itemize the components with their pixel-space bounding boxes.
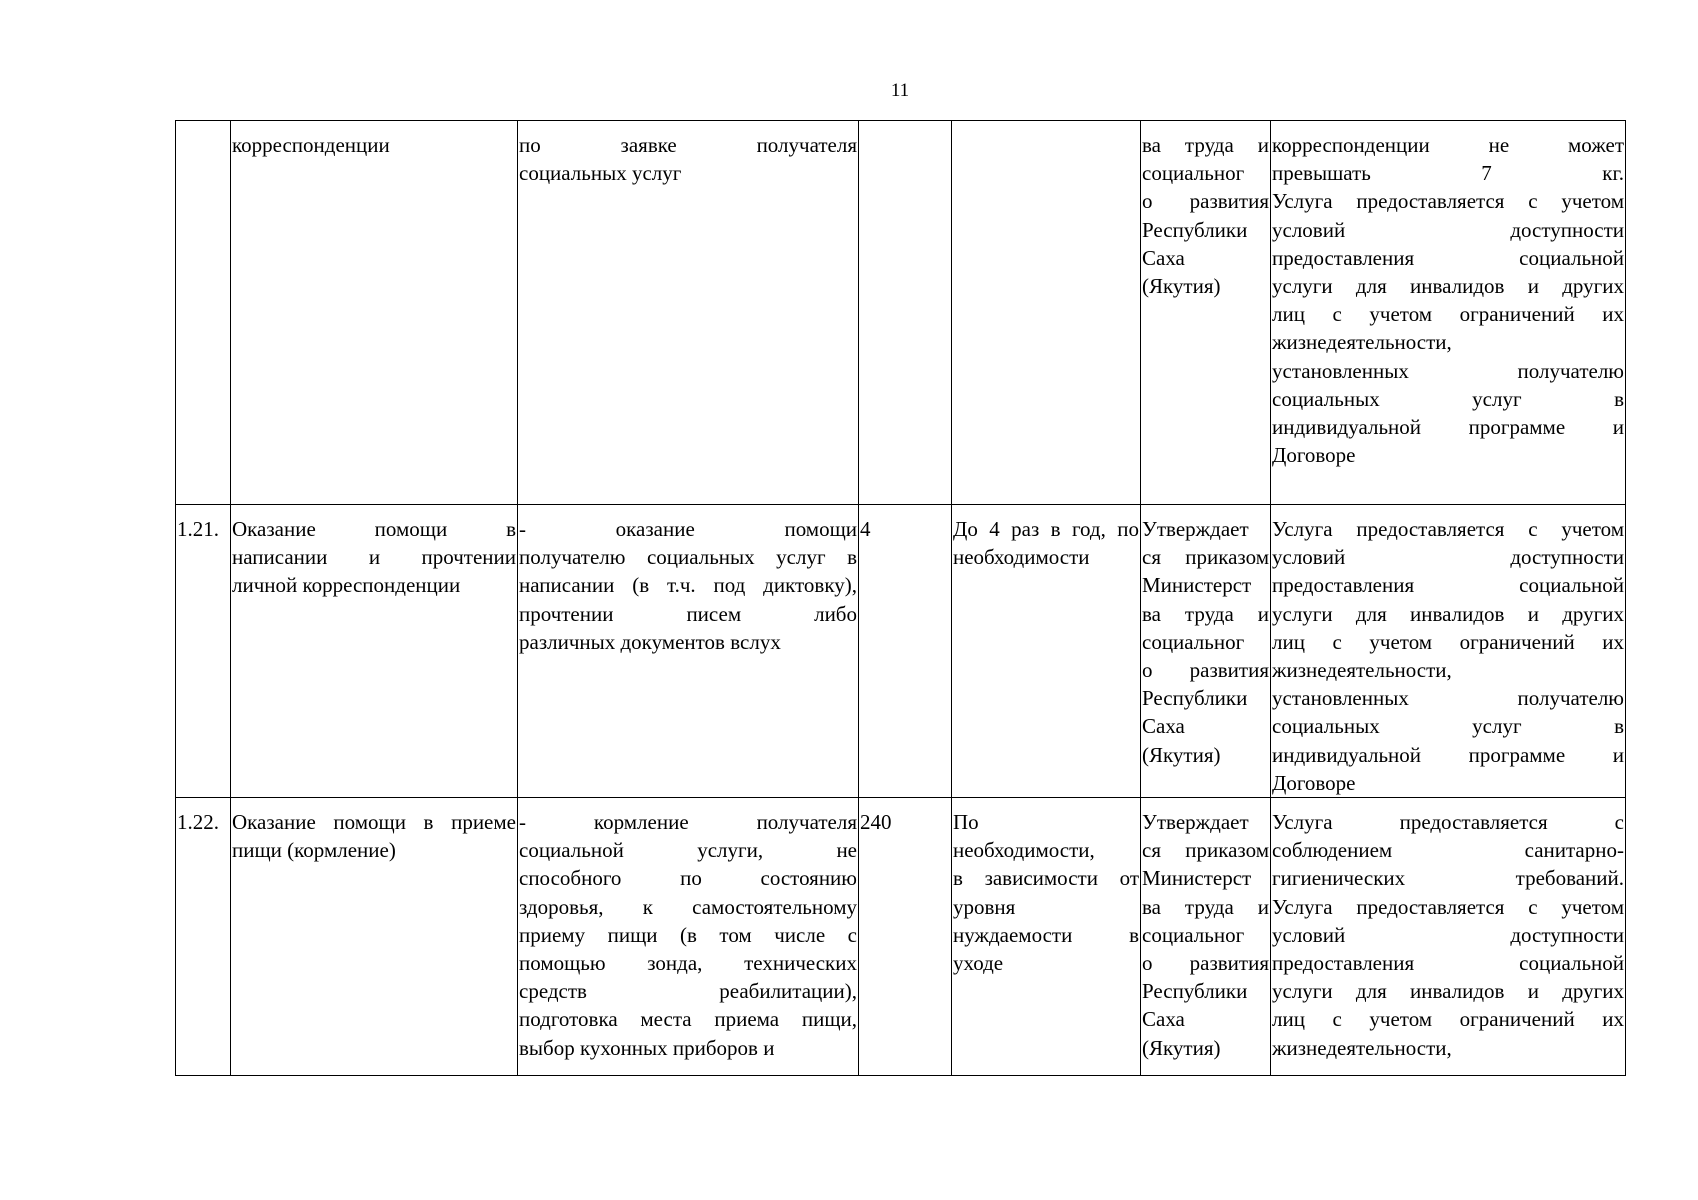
conditions-cell [1271,121,1626,505]
cell-text-line: социальног [1142,922,1245,947]
cell-text-line: лиц с учетом ограничений их [1272,1007,1624,1032]
cell-text: 240 [860,810,892,835]
cell-text-line: подготовка места приема пищи, [519,1007,857,1032]
page-number: 11 [890,80,910,101]
table-row [176,505,1626,798]
cell-text-line: прочтении писем либо [519,601,857,626]
cell-text-line: установленных получателю [1272,358,1624,383]
cell-text-line: получателю социальных услуг в [519,545,857,570]
cell-text: 1.21. [177,517,219,541]
cell-text-line: - оказание помощи [519,517,857,541]
cell-text-line: соблюдением санитарно- [1272,838,1624,863]
approval-cell [1141,505,1271,798]
cell-text-line: написании и прочтении [232,545,516,570]
cell-text: 4 [860,517,871,541]
cell-text-line: По [953,810,979,835]
cell-text-line: уровня [953,894,1016,919]
cell-text-line: ва труда и [1142,894,1269,919]
service-name-cell [231,798,518,1076]
cell-text-line: о развития [1142,189,1269,214]
cell-text-line: жизнедеятельности, [1272,1035,1452,1060]
cell-text-line: ся приказом [1142,838,1269,863]
service-cost-cell [859,505,952,798]
cell-text-line: лиц с учетом ограничений их [1272,629,1624,654]
cell-text: 1.22. [177,810,219,835]
cell-text-line: социальног [1142,629,1245,654]
cell-text-line: о развития [1142,658,1269,683]
cell-text-line: корреспонденции [232,133,390,157]
cell-text-line: Услуга предоставляется с [1272,810,1624,835]
cell-text-line: установленных получателю [1272,686,1624,711]
cell-text-line: превышать 7 кг. [1272,161,1624,186]
cell-text-line: Республики [1142,217,1248,242]
cell-text-line: личной корреспонденции [232,573,461,598]
cell-text-line: социальных услуг [519,161,682,186]
cell-text-line: Услуга предоставляется с учетом [1272,517,1624,541]
service-content-cell [518,121,859,505]
service-cost-cell [859,798,952,1076]
cell-text-line: необходимости, [953,838,1095,863]
cell-text-line: Саха [1142,1007,1185,1032]
cell-text-line: предоставления социальной [1272,951,1624,976]
row-number-cell [176,121,231,505]
cell-text-line: ва труда и [1142,133,1269,157]
cell-text-line: жизнедеятельности, [1272,330,1452,355]
frequency-cell [952,798,1141,1076]
cell-text-line: написании (в т.ч. под диктовку), [519,573,857,598]
cell-text-line: лиц с учетом ограничений их [1272,302,1624,327]
cell-text-line: условий доступности [1272,922,1624,947]
frequency-cell [952,121,1141,505]
cell-text-line: условий доступности [1272,217,1624,242]
cell-text-line: Республики [1142,979,1248,1004]
conditions-cell [1271,798,1626,1076]
cell-text-line: необходимости [953,545,1090,570]
cell-text-line: Оказание помощи в [232,517,516,541]
cell-text-line: предоставления социальной [1272,573,1624,598]
cell-text-line: корреспонденции не может [1272,133,1624,157]
row-number-cell [176,798,231,1076]
cell-text-line: индивидуальной программе и [1272,742,1624,767]
cell-text-line: услуги для инвалидов и других [1272,979,1624,1004]
cell-text-line: (Якутия) [1142,742,1221,767]
cell-text-line: Саха [1142,714,1185,739]
table-row [176,798,1626,1076]
table-row [176,121,1626,505]
cell-text-line: индивидуальной программе и [1272,415,1624,440]
cell-text-line: социальног [1142,161,1245,186]
cell-text-line: в зависимости от [953,866,1139,891]
cell-text-line: Договоре [1272,770,1356,795]
cell-text-line: социальной услуги, не [519,838,857,863]
services-table [175,120,1626,1076]
cell-text-line: Министерст [1142,573,1252,598]
cell-text-line: по заявке получателя [519,133,857,157]
cell-text-line: выбор кухонных приборов и [519,1035,775,1060]
cell-text-line: нуждаемости в [953,922,1139,947]
cell-text-line: Утверждает [1142,810,1249,835]
service-content-cell [518,798,859,1076]
cell-text-line: ва труда и [1142,601,1269,626]
service-content-cell [518,505,859,798]
cell-text-line: Саха [1142,245,1185,270]
cell-text-line: ся приказом [1142,545,1269,570]
cell-text-line: приему пищи (в том числе с [519,922,857,947]
cell-text-line: помощью зонда, технических [519,951,857,976]
cell-text-line: здоровья, к самостоятельному [519,894,857,919]
cell-text-line: условий доступности [1272,545,1624,570]
cell-text-line: предоставления социальной [1272,245,1624,270]
service-name-cell [231,121,518,505]
cell-text-line: услуги для инвалидов и других [1272,601,1624,626]
cell-text-line: (Якутия) [1142,274,1221,299]
cell-text-line: (Якутия) [1142,1035,1221,1060]
frequency-cell [952,505,1141,798]
conditions-cell [1271,505,1626,798]
cell-text-line: Оказание помощи в приеме [232,810,516,835]
approval-cell [1141,121,1271,505]
cell-text-line: Министерст [1142,866,1252,891]
row-number-cell [176,505,231,798]
cell-text-line: Республики [1142,686,1248,711]
cell-text-line: уходе [953,951,1004,976]
cell-text-line: социальных услуг в [1272,386,1624,411]
cell-text-line: жизнедеятельности, [1272,658,1452,683]
service-cost-cell [859,121,952,505]
cell-text-line: - кормление получателя [519,810,857,835]
cell-text-line: средств реабилитации), [519,979,857,1004]
cell-text-line: пищи (кормление) [232,838,396,863]
cell-text-line: Услуга предоставляется с учетом [1272,189,1624,214]
cell-text-line: гигиенических требований. [1272,866,1624,891]
approval-cell [1141,798,1271,1076]
service-name-cell [231,505,518,798]
cell-text-line: Услуга предоставляется с учетом [1272,894,1624,919]
cell-text-line: о развития [1142,951,1269,976]
cell-text-line: услуги для инвалидов и других [1272,274,1624,299]
cell-text-line: различных документов вслух [519,629,781,654]
cell-text-line: способного по состоянию [519,866,857,891]
cell-text-line: Договоре [1272,443,1356,468]
cell-text-line: До 4 раз в год, по [953,517,1139,541]
cell-text-line: социальных услуг в [1272,714,1624,739]
cell-text-line: Утверждает [1142,517,1249,541]
